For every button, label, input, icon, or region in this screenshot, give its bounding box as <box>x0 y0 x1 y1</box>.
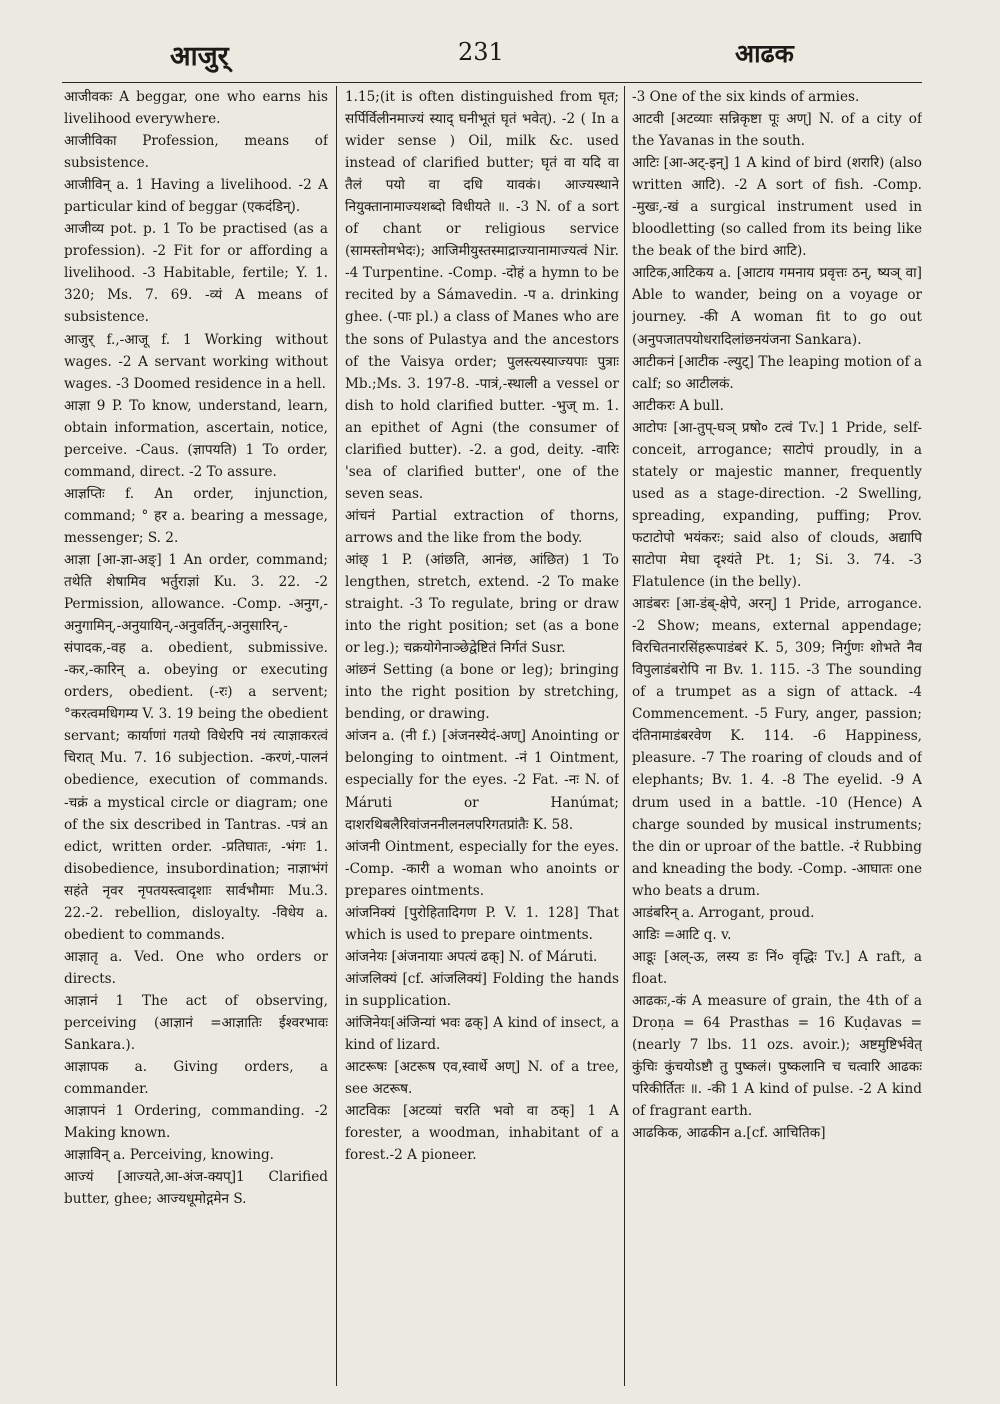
dictionary-entry: आटिक,आटिकय a. [आटाय गमनाय प्रवृत्तः ठन्, ष्यञ् वा] Able to wander, being on a voyage or journey. -की A woman fit to go out (अनुपजातपयोधरादिलांछनयंजना Sankara). <box>632 265 922 348</box>
page-number: 231 <box>458 38 504 66</box>
dictionary-entry: आढकः,-कं A measure of grain, the 4th of a Droṇa = 64 Prasthas = 16 Kuḍavas = (nearly 7 lbs. 11 ozs. avoir.); अष्टमुष्टिर्भवेत् कुंचिः कुंचयोऽष्टौ तु पुष्कलं। पुष्कलानि च चत्वारि आढकः परिकीर्तितः ॥. -की 1 A kind of pulse. -2 A kind of fragrant earth. <box>632 992 922 1120</box>
dictionary-entry: आडंबरिन् a. Arrogant, proud. <box>632 904 815 921</box>
dictionary-entry: आटोपः [आ-तुप्-घञ् प्रषो० टत्वं Tv.] 1 Pride, self-conceit, arrogance; साटोपं proudly, in a stately or majestic manner, frequently used as a stage-direction. -2 Swelling, spreading, expanding, puffing; Prov. फटाटोपो भयंकरः; said also of clouds, अद्यापि साटोपा मेघा दृश्यंते Pt. 1; Si. 3. 74. -3 Flatulence (in the belly). <box>632 419 922 591</box>
dictionary-entry: आंजिनेयः[अंजिन्यां भवः ढक्] A kind of insect, a kind of lizard. <box>345 1014 619 1054</box>
dictionary-entry: आटिः [आ-अट्-इन्] 1 A kind of bird (शरारि) (also written आटि). -2 A sort of fish. -Comp. -मुखः,-खं a surgical instrument used in bloodletting (so called from its being like the beak of the bird आटि). <box>632 155 922 260</box>
dictionary-entry: आंजलिक्यं [cf. आंजलिक्यं] Folding the hands in supplication. <box>345 970 619 1009</box>
dictionary-entry: आज्ञा [आ-ज्ञा-अङ्] 1 An order, command; तथेति शेषामिव भर्तुराज्ञां Ku. 3. 22. -2 Permission, allowance. -Comp. -अनुग,-अनुगामिन्,-अनुयायिन्,-अनुवर्तिन्,-अनुसारिन्,-संपादक,-वह a. obedient, submissive. -कर,-कारिन् a. obeying or executing orders, obedient. (-रः) a servent; °करत्वमधिगम्य V. 3. 19 being the obedient servant; कार्याणां गतयो विधेरपि नयं त्याज्ञाकरत्वं चिरात् Mu. 7. 16 subjection. -करणं,-पालनं obedience, execution of commands. -चक्रं a mystical circle or diagram; one of the six described in Tantras. -पत्रं an edict, written order. -प्रतिघातः, -भंगः 1. disobedience, insubordination; नाज्ञाभंगं सहंते नृवर नृपतयस्त्वादृशाः सार्वभौमाः Mu.3. 22.-2. rebellion, disloyalty. -विधेय a. obedient to commands. <box>64 551 328 943</box>
dictionary-entry: आज्ञप्तिः f. An order, injunction, command; ° हर a. bearing a message, messenger; S. 2. <box>64 485 328 546</box>
dictionary-entry: आडंबरः [आ-डंब्-क्षेपे, अरन्] 1 Pride, arrogance. -2 Show; means, external appendage; विरचितनारसिंहरूपाडंबरं K. 5, 309; निर्गुणः शोभते नैव विपुलाडंबरोपि ना Bv. 1. 115. -3 The sounding of a trumpet as a sign of attack. -4 Commencement. -5 Fury, anger, passion; दंतिनामाडंबरवेण K. 114. -6 Happiness, pleasure. -7 The roaring of clouds and of elephants; Bv. 1. 4. -8 The eyelid. -9 A drum used in a battle. -10 (Hence) A charge sounded by musical instruments; the din or uproar of the battle. -रं Rubbing and kneading the body. -Comp. -आघातः one who beats a drum. <box>632 596 922 899</box>
dictionary-entry: आंजनी Ointment, especially for the eyes. -Comp. -कारी a woman who anoints or prepares ointments. <box>345 838 619 899</box>
header-rule <box>62 82 922 83</box>
dictionary-entry: आंछनं Setting (a bone or leg); bringing into the right position by stretching, bending, or drawing. <box>345 662 619 723</box>
dictionary-entry: आढकिक, आढकीन a.[cf. आचितिक] <box>632 1125 826 1142</box>
column-2 <box>345 86 619 1386</box>
dictionary-entry: आडिः =आटि q. v. <box>632 926 732 943</box>
dictionary-entry: आटविकः [अटव्यां चरति भवो वा ठक्] 1 A forester, a woodman, inhabitant of a forest.-2 A pioneer. <box>345 1103 619 1164</box>
dictionary-entry: -3 One of the six kinds of armies. <box>632 89 860 105</box>
left-running-headword: आजुर् <box>170 41 229 72</box>
dictionary-entry: आंछ् 1 P. (आंछति, आनंछ, आंछित) 1 To lengthen, stretch, extend. -2 To make straight. -3 To regulate, bring or draw into the right position; set (as a bone or leg.); चक्रयोगेनाञ्छेद्वेष्टितं निर्गतं Susr. <box>345 551 619 657</box>
dictionary-entry: आटवी [अटव्याः सन्निकृष्टा पूः अण्] N. of a city of the Yavanas in the south. <box>632 111 922 150</box>
dictionary-entry: आज्ञापनं 1 Ordering, commanding. -2 Making known. <box>64 1103 328 1142</box>
dictionary-entry: आजीव्य pot. p. 1 To be practised (as a profession). -2 Fit for or affording a livelihood. -3 Habitable, fertile; Y. 1. 320; Ms. 7. 69. -व्यं A means of subsistence. <box>64 221 328 326</box>
dictionary-entry: आंजन a. (नी f.) [अंजनस्येदं-अण्] Anointing or belonging to ointment. -नं 1 Ointment, especially for the eyes. -2 Fat. -नः N. of Máruti or Hanúmat; दाशरथिबलैरिवांजननीलनलपरिगतप्रांतैः K. 58. <box>345 728 619 833</box>
dictionary-entry: आज्ञा 9 P. To know, understand, learn, obtain information, ascertain, notice, perceive. -Caus. (ज्ञापयति) 1 To order, command, direct. -2 To assure. <box>64 397 328 480</box>
column-divider-2 <box>624 86 625 1386</box>
right-running-headword: आढक <box>735 39 794 68</box>
dictionary-entry: आंजनिक्यं [पुरोहितादिगण P. V. 1. 128] That which is used to prepare ointments. <box>345 904 619 943</box>
page-header <box>0 30 1000 80</box>
dictionary-entry: आजीविका Profession, means of subsistence. <box>64 133 328 172</box>
column-3 <box>632 86 922 1386</box>
column-1 <box>64 86 328 1386</box>
dictionary-entry: आजीवकः A beggar, one who earns his livelihood everywhere. <box>64 89 328 128</box>
dictionary-entry: आजीविन् a. 1 Having a livelihood. -2 A particular kind of beggar (एकदंडिन्). <box>64 177 328 216</box>
dictionary-entry: आज्ञापक a. Giving orders, a commander. <box>64 1059 328 1098</box>
dictionary-entry: आज्ञाविन् a. Perceiving, knowing. <box>64 1147 274 1164</box>
column-divider-1 <box>336 86 337 1386</box>
dictionary-entry: आटीकनं [आटीक -ल्युट्] The leaping motion of a calf; so आटीलकं. <box>632 353 922 392</box>
dictionary-entry: आंजनेयः [अंजनायाः अपत्यं ढक्] N. of Máruti. <box>345 948 598 965</box>
dictionary-entry: आडूः [अल्-ऊ, लस्य डः निं० वृद्धिः Tv.] A raft, a float. <box>632 948 922 987</box>
dictionary-entry: आज्ञातृ a. Ved. One who orders or directs. <box>64 948 328 987</box>
dictionary-entry: आज्यं [आज्यते,आ-अंज-क्यप्]1 Clarified butter, ghee; आज्यधूमोद्गमेन S. <box>64 1169 328 1208</box>
dictionary-entry: आंचनं Partial extraction of thorns, arrows and the like from the body. <box>345 507 619 546</box>
dictionary-entry: आज्ञानं 1 The act of observing, perceiving (आज्ञानं =आज्ञातिः ईश्वरभावः Sankara.). <box>64 992 328 1054</box>
dictionary-entry: आटरूषः [अटरूष एव,स्वार्थे अण्] N. of a tree, see अटरूष. <box>345 1059 619 1098</box>
dictionary-entry: आजुर् f.,-आजू f. 1 Working without wages. -2 A servant working without wages. -3 Doomed residence in a hell. <box>64 331 328 392</box>
dictionary-entry: आटीकरः A bull. <box>632 397 724 414</box>
dictionary-entry: 1.15;(it is often distinguished from घृत; सर्पिर्विलीनमाज्यं स्याद् घनीभूतं घृतं भवेत्). -2 ( In a wider sense ) Oil, milk &c. used instead of clarified butter; घृतं वा यदि वा तैलं पयो वा दधि यावकं। आज्यस्थाने नियुक्तानामाज्यशब्दो विधीयते ॥. -3 N. of a sort of chant or religious service (सामस्तोमभेदः); आजिमीयुस्तस्माद्राज्यानामाज्यत्वं Nir. -4 Turpentine. -Comp. -दोहं a hymn to be recited by a Sámavedin. -प a. drinking ghee. (-पाः pl.) a class of Manes who are the sons of Pulastya and the ancestors of the Vaisya order; पुलस्त्यस्याज्यपाः पुत्राः Mb.;Ms. 3. 197-8. -पात्रं,-स्थाली a vessel or dish to hold clarified butter. -भुज् m. 1. an epithet of Agni (the consumer of clarified butter). -2. a god, deity. -वारिः 'sea of clarified butter', one of the seven seas. <box>345 89 619 502</box>
